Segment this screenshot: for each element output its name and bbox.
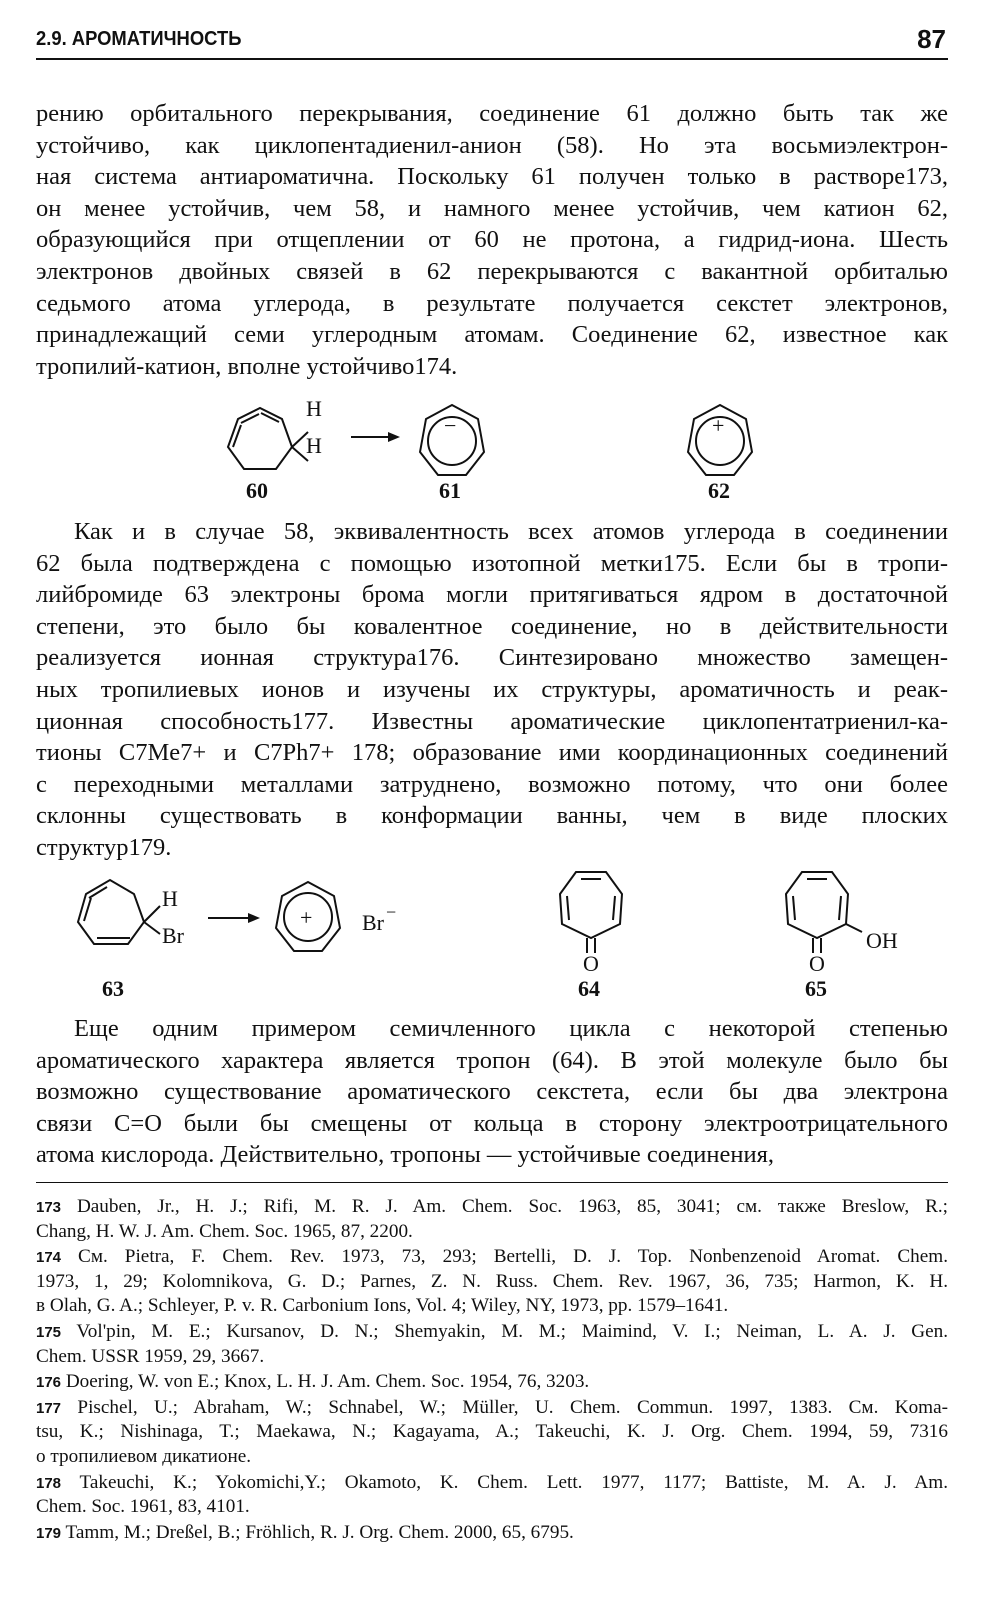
footnote: [36, 1370, 948, 1395]
footnote: [36, 1195, 948, 1244]
footnote-text: Tamm, M.; Dreßel, B.; Fröhlich, R. J. Org. Chem. 2000, 65, 6795.: [65, 1521, 574, 1543]
footnote-text: Doering, W. von E.; Knox, L. H. J. Am. Chem. Soc. 1954, 76, 3203.: [65, 1371, 590, 1393]
compound-label-61: 61: [439, 478, 461, 503]
text-line: устойчиво, как циклопентадиенил-анион (58). Но эта восьмиэлектрон-: [36, 131, 948, 159]
footnote-line: [36, 1471, 948, 1496]
page-number: 87: [917, 24, 946, 54]
footnote-line: [36, 1521, 948, 1546]
footnote-text: tsu, K.; Nishinaga, T.; Maekawa, N.; Kagayama, A.; Takeuchi, K. J. Org. Chem. 1994, 59, 7316: [36, 1421, 948, 1443]
scheme-tropylium: [0, 395, 1006, 505]
text-line: Еще одним примером семичленного цикла с некоторой степенью: [74, 1015, 948, 1042]
footnote: [36, 1320, 948, 1369]
footnote-line: [36, 1495, 948, 1520]
text-line: тионы C7Me7+ и C7Ph7+ 178; образование ими координационных соединений: [36, 739, 948, 767]
footnote-text: Pischel, U.; Abraham, W.; Schnabel, W.; Müller, U. Chem. Commun. 1997, 1383. См. Koma-: [77, 1396, 949, 1418]
text-line: электронов двойных связей в 62 перекрываются с вакантной орбиталью: [36, 257, 948, 285]
text-line: связи C=O были бы смещены от кольца в сторону электроотрицательного: [36, 1109, 948, 1137]
text-line: склонны существовать в конформации ванны, чем в виде плоских: [36, 802, 948, 830]
text-line: лийбромиде 63 электроны брома могли притягиваться ядром в достаточной: [36, 581, 948, 609]
footnote-text: Chem. USSR 1959, 29, 3667.: [36, 1345, 265, 1367]
paragraph-2: [36, 516, 948, 864]
footnote-number: 175: [36, 1323, 62, 1341]
text-line: он менее устойчив, чем 58, и намного менее устойчив, чем катион 62,: [36, 194, 948, 222]
page-header: [36, 24, 948, 60]
atom-o-65: O: [809, 951, 825, 976]
footnote-line: [36, 1320, 948, 1345]
footnote-line: [36, 1396, 948, 1421]
footnote-line: [36, 1345, 948, 1370]
atom-h: H: [162, 886, 178, 911]
footnote: [36, 1245, 948, 1319]
footnote-text: 1973, 1, 29; Kolomnikova, G. D.; Parnes, Z. N. Russ. Chem. Rev. 1967, 36, 735; Harmon, K. H.: [36, 1270, 948, 1292]
footnote-text: См. Pietra, F. Chem. Rev. 1973, 73, 293; Bertelli, D. J. Top. Nonbenzenoid Aromat. Chem.: [78, 1246, 948, 1268]
text-line: степени, это было бы ковалентное соединение, но в действительности: [36, 612, 948, 640]
footnote-line: [36, 1445, 948, 1470]
footnote-text: в Olah, G. A.; Schleyer, P. v. R. Carbonium Ions, Vol. 4; Wiley, NY, 1973, pp. 1579–1641.: [36, 1295, 729, 1317]
footnote-line: [36, 1270, 948, 1295]
footnote-text: о тропилиевом дикатионе.: [36, 1445, 252, 1467]
running-title: 2.9. АРОМАТИЧНОСТЬ: [36, 28, 242, 50]
text-line: атома кислорода. Действительно, тропоны — устойчивые соединения,: [36, 1141, 775, 1169]
scheme-tropone: [0, 858, 1006, 1008]
text-line: Как и в случае 58, эквивалентность всех атомов углерода в соединении: [74, 518, 948, 545]
compound-label-62: 62: [708, 478, 730, 503]
footnote-number: 176: [36, 1374, 62, 1392]
text-line: возможно существование ароматического секстета, если бы два электрона: [36, 1078, 948, 1106]
compound-label-63: 63: [102, 976, 124, 1001]
footnote-number: 173: [36, 1199, 62, 1216]
footnote-text: Takeuchi, K.; Yokomichi,Y.; Okamoto, K. Chem. Lett. 1977, 1177; Battiste, M. A. J. Am.: [79, 1471, 948, 1493]
footnote-number: 174: [36, 1249, 62, 1267]
charge-plus-63: +: [300, 905, 313, 930]
compound-label-64: 64: [578, 976, 600, 1001]
text-line: структур179.: [36, 833, 172, 861]
atom-br: Br: [162, 923, 184, 948]
text-line: 62 была подтверждена с помощью изотопной метки175. Если бы в тропи-: [36, 549, 948, 577]
atom-h-bottom: H: [306, 433, 322, 458]
footnote: [36, 1396, 948, 1470]
footnote-line: [36, 1220, 948, 1245]
text-line: ных тропилиевых ионов и изучены их структуры, ароматичность и реак-: [36, 675, 948, 703]
footnote-number: 177: [36, 1399, 62, 1417]
footnote-line: [36, 1420, 948, 1445]
charge-plus: +: [712, 413, 725, 438]
bromide-charge: −: [386, 902, 397, 922]
text-line: тропилий-катион, вполне устойчиво174.: [36, 352, 458, 380]
text-line: рению орбитального перекрывания, соединение 61 должно быть так же: [36, 100, 948, 127]
bromide-ion: Br: [362, 910, 384, 935]
footnote-line: [36, 1370, 948, 1395]
atom-oh: OH: [866, 928, 898, 953]
compound-label-60: 60: [246, 478, 268, 503]
text-line: реализуется ионная структура176. Синтезировано множество замещен-: [36, 644, 948, 672]
footnote-line: [36, 1245, 948, 1270]
footnote-number: 179: [36, 1524, 62, 1542]
footnote: [36, 1471, 948, 1520]
text-line: с переходными металлами затруднено, возможно потому, что они более: [36, 770, 948, 798]
footnote-line: [36, 1195, 948, 1220]
footnote-text: Chem. Soc. 1961, 83, 4101.: [36, 1496, 250, 1518]
footnotes: [36, 1182, 948, 1546]
footnote-text: Dauben, Jr., H. J.; Rifi, M. R. J. Am. Chem. Soc. 1963, 85, 3041; см. также Breslow, R.;: [76, 1196, 949, 1217]
text-line: седьмого атома углерода, в результате получается секстет электронов,: [36, 289, 948, 317]
charge-minus: −: [444, 413, 457, 438]
text-line: ционная способность177. Известны ароматические циклопентатриенил-ка-: [36, 707, 948, 735]
footnote-number: 178: [36, 1474, 62, 1492]
footnote-line: [36, 1294, 948, 1319]
text-line: ароматического характера является тропон (64). В этой молекуле было бы: [36, 1046, 948, 1074]
compound-label-65: 65: [805, 976, 827, 1001]
text-line: принадлежащий семи углеродным атомам. Соединение 62, известное как: [36, 321, 948, 349]
paragraph-3: [36, 1013, 948, 1171]
footnote-text: Chang, H. W. J. Am. Chem. Soc. 1965, 87, 2200.: [36, 1220, 413, 1242]
text-line: образующийся при отщеплении от 60 не протона, а гидрид-иона. Шесть: [36, 226, 948, 254]
atom-h-top: H: [306, 396, 322, 421]
paragraph-1: [36, 98, 948, 382]
text-line: ная система антиароматична. Поскольку 61 получен только в растворе173,: [36, 163, 948, 191]
atom-o-64: O: [583, 951, 599, 976]
footnote-text: Vol'pin, M. E.; Kursanov, D. N.; Shemyakin, M. M.; Maimind, V. I.; Neiman, L. A. J. Gen.: [76, 1320, 948, 1342]
footnote: [36, 1521, 948, 1546]
